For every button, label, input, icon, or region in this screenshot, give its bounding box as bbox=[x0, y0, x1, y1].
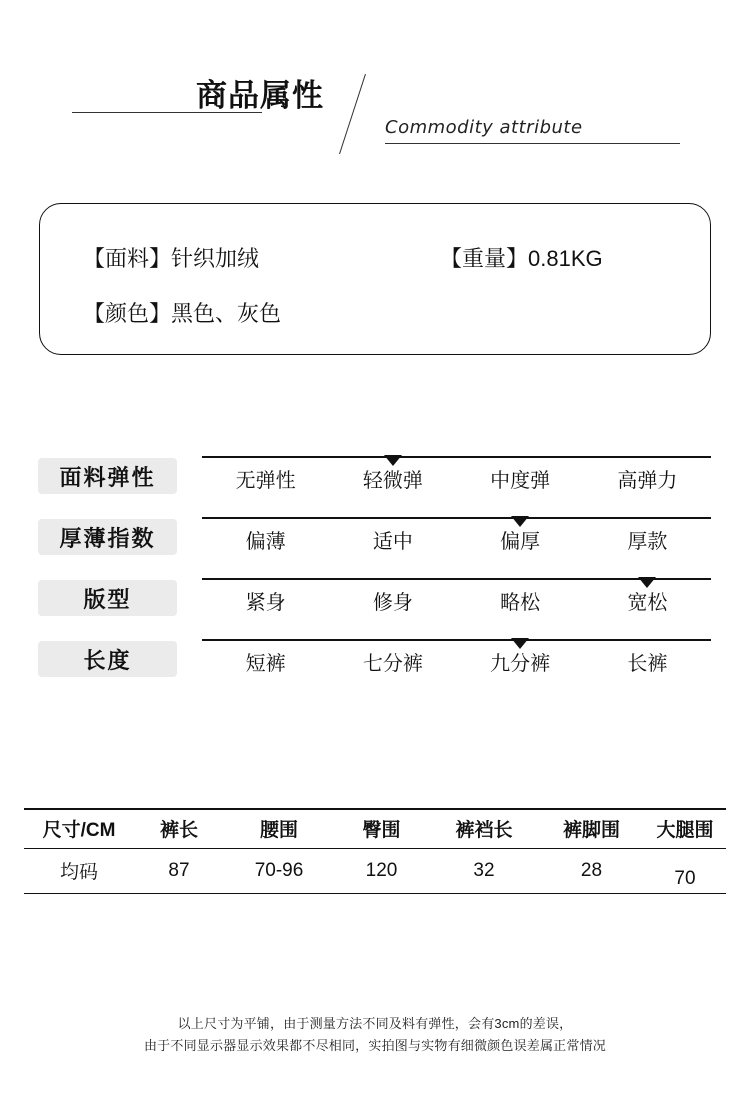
scale-options-length bbox=[202, 647, 711, 676]
spec-scales bbox=[0, 450, 750, 694]
scale-option[interactable]: 厚款 bbox=[627, 531, 668, 553]
table-header-cell: 大腿围 bbox=[656, 820, 714, 841]
scale-option[interactable]: 宽松 bbox=[627, 592, 668, 614]
scale-label-fit: 版型 bbox=[38, 580, 177, 616]
footnote-line: 由于不同显示器显示效果都不尽相同，实拍图与实物有细微颜色误差属正常情况 bbox=[143, 1038, 606, 1053]
table-bottom-border bbox=[24, 893, 726, 895]
scale-options-thickness bbox=[202, 525, 711, 554]
scale-option[interactable]: 高弹力 bbox=[617, 470, 678, 492]
scale-row-fit bbox=[0, 572, 750, 633]
scale-option[interactable]: 修身 bbox=[372, 592, 413, 614]
header-rule-right bbox=[385, 143, 680, 144]
attribute-box bbox=[39, 203, 711, 355]
scale-option[interactable]: 略松 bbox=[500, 592, 541, 614]
header-slash-divider bbox=[339, 74, 366, 154]
scale-option[interactable]: 紧身 bbox=[245, 592, 286, 614]
scale-label-thickness: 厚薄指数 bbox=[38, 519, 177, 555]
table-header-cell: 腰围 bbox=[259, 820, 298, 841]
scale-option[interactable]: 长裤 bbox=[627, 653, 668, 675]
table-cell: 120 bbox=[365, 859, 398, 881]
scale-track-elasticity bbox=[202, 456, 711, 458]
table-cell: 70 bbox=[674, 867, 696, 889]
table-header-cell: 裤脚围 bbox=[562, 820, 620, 841]
table-cell: 均码 bbox=[59, 862, 98, 883]
size-table bbox=[24, 808, 726, 894]
page-title: 商品属性 bbox=[196, 78, 324, 113]
scale-option[interactable]: 轻微弹 bbox=[362, 470, 423, 492]
table-cell: 28 bbox=[580, 859, 603, 881]
scale-label-length: 长度 bbox=[38, 641, 177, 677]
table-header-cell: 臀围 bbox=[362, 820, 401, 841]
scale-row-elasticity bbox=[0, 450, 750, 511]
table-cell: 87 bbox=[168, 859, 190, 881]
scale-row-thickness bbox=[0, 511, 750, 572]
scale-option[interactable]: 短裤 bbox=[245, 653, 286, 675]
page-subtitle: Commodity attribute bbox=[385, 117, 583, 138]
scale-option[interactable]: 九分裤 bbox=[490, 653, 551, 675]
scale-option[interactable]: 无弹性 bbox=[235, 470, 296, 492]
attribute-fabric: 【面料】针织加绒 bbox=[83, 246, 260, 271]
scale-track-thickness bbox=[202, 517, 711, 519]
attribute-color: 【颜色】黑色、灰色 bbox=[83, 301, 282, 326]
scale-label-elasticity: 面料弹性 bbox=[38, 458, 177, 494]
table-header-cell: 裤长 bbox=[159, 820, 198, 841]
scale-track-fit bbox=[202, 578, 711, 580]
attribute-weight: 【重量】0.81KG bbox=[440, 246, 603, 271]
table-header-cell: 裤裆长 bbox=[455, 820, 513, 841]
scale-option[interactable]: 偏薄 bbox=[245, 531, 286, 553]
table-cell: 32 bbox=[473, 859, 495, 881]
scale-options-elasticity bbox=[202, 464, 711, 493]
scale-row-length bbox=[0, 633, 750, 694]
footnote-line: 以上尺寸为平铺，由于测量方法不同及料有弹性，会有3cm的差误， bbox=[177, 1016, 573, 1031]
footnotes bbox=[0, 1013, 750, 1057]
scale-option[interactable]: 中度弹 bbox=[490, 470, 551, 492]
scale-track-length bbox=[202, 639, 711, 641]
scale-option[interactable]: 偏厚 bbox=[500, 531, 541, 553]
page-header bbox=[0, 0, 750, 175]
table-header-row bbox=[24, 810, 726, 848]
scale-option[interactable]: 适中 bbox=[372, 531, 413, 553]
table-row bbox=[24, 849, 726, 893]
scale-option[interactable]: 七分裤 bbox=[362, 653, 423, 675]
scale-options-fit bbox=[202, 586, 711, 615]
table-header-cell: 尺寸/CM bbox=[42, 820, 116, 841]
table-cell: 70-96 bbox=[254, 859, 304, 881]
